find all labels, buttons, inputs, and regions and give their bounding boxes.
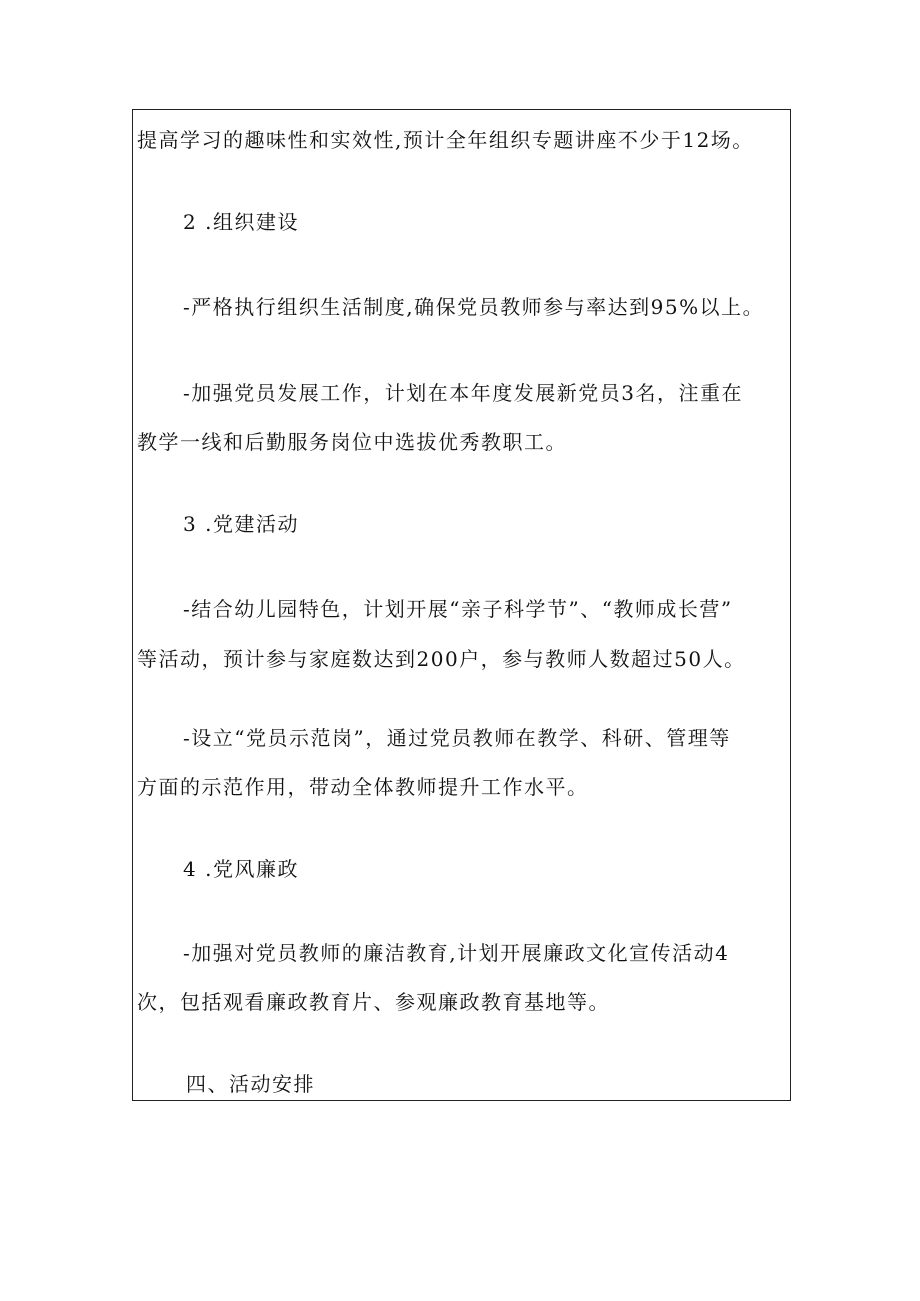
bullet-model-post-line2: 方面的示范作用，带动全体教师提升工作水平。 [137,775,589,799]
bullet-organization-life: -严格执行组织生活制度,确保党员教师参与率达到95%以上。 [183,295,765,319]
bullet-integrity-education-line2: 次，包括观看廉政教育片、参观廉政教育基地等。 [137,990,610,1014]
bullet-integrity-education-line1: -加强对党员教师的廉洁教育,计划开展廉政文化宣传活动4 [183,941,730,965]
heading-organization-building: 2 .组织建设 [183,210,299,234]
bullet-member-development-line2: 教学一线和后勤服务岗位中选拔优秀教职工。 [137,430,567,454]
bullet-member-development-line1: -加强党员发展工作，计划在本年度发展新党员3名，注重在 [183,381,743,405]
bullet-model-post-line1: -设立“党员示范岗”，通过党员教师在教学、科研、管理等 [183,726,731,750]
heading-integrity: 4 .党风廉政 [183,857,299,881]
bullet-kindergarten-activities-line1: -结合幼儿园特色，计划开展“亲子科学节”、“教师成长营” [183,597,733,621]
section-heading-activity-schedule: 四、活动安排 [186,1072,315,1096]
heading-party-activities: 3 .党建活动 [183,512,299,536]
bullet-kindergarten-activities-line2: 等活动，预计参与家庭数达到200户，参与教师人数超过50人。 [137,647,746,671]
paragraph-continuation-lectures: 提高学习的趣味性和实效性,预计全年组织专题讲座不少于12场。 [137,128,754,152]
